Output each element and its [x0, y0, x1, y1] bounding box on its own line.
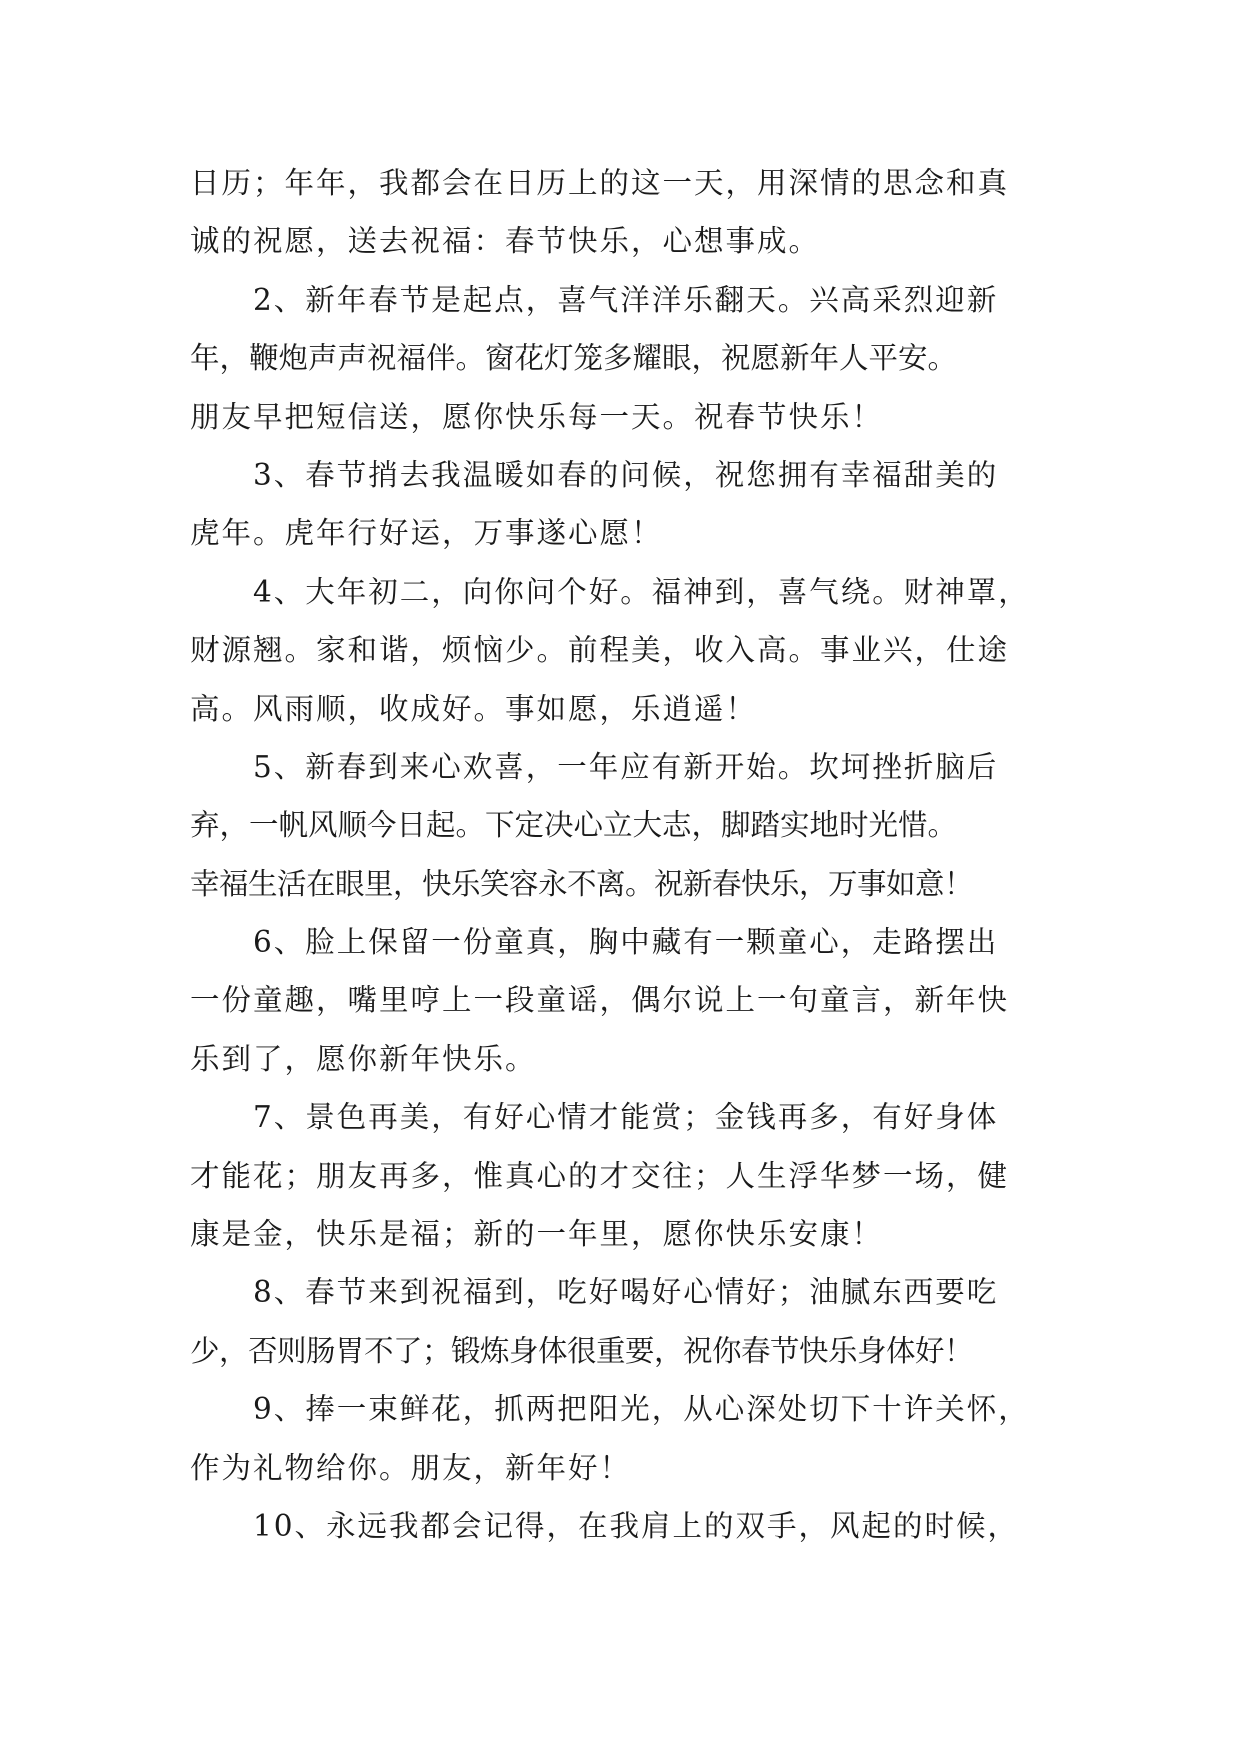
text-line: 财源翘。家和谐，烦恼少。前程美，收入高。事业兴，仕途 — [190, 633, 1010, 668]
paragraph-start-line: 3、春节捎去我温暖如春的问候，祝您拥有幸福甜美的 — [253, 457, 999, 492]
paragraph-start-line: 9、捧一束鲜花，抓两把阳光，从心深处切下十许关怀， — [253, 1392, 1030, 1427]
text-line: 幸福生活在眼里，快乐笑容永不离。祝新春快乐，万事如意！ — [190, 866, 974, 901]
paragraph-start-line: 5、新春到来心欢喜，一年应有新开始。坎坷挫折脑后 — [253, 749, 999, 784]
text-line: 才能花；朋友再多，惟真心的才交往；人生浮华梦一场，健 — [190, 1158, 1010, 1193]
text-line: 作为礼物给你。朋友，新年好！ — [190, 1450, 632, 1485]
text-line: 日历；年年，我都会在日历上的这一天，用深情的思念和真 — [190, 166, 1010, 200]
paragraph-start-line: 10、永远我都会记得，在我肩上的双手，风起的时候， — [253, 1508, 1020, 1543]
paragraph-start-line: 8、春节来到祝福到，吃好喝好心情好；油腻东西要吃 — [253, 1275, 999, 1310]
document-body — [190, 154, 1060, 1555]
text-line: 弃，一帆风顺今日起。下定决心立大志，脚踏实地时光惜。 — [190, 808, 958, 843]
paragraph-start-line: 4、大年初二，向你问个好。福神到，喜气绕。财神罩， — [253, 574, 1030, 609]
paragraph-start-line: 6、脸上保留一份童真，胸中藏有一颗童心，走路摆出 — [253, 925, 999, 960]
paragraph-start-line: 7、景色再美，有好心情才能赏；金钱再多，有好身体 — [253, 1100, 999, 1135]
text-line: 少，否则肠胃不了；锻炼身体很重要，祝你春节快乐身体好！ — [190, 1333, 974, 1368]
text-line: 诚的祝愿，送去祝福：春节快乐，心想事成。 — [190, 224, 821, 259]
text-line: 朋友早把短信送，愿你快乐每一天。祝春节快乐！ — [190, 399, 884, 434]
text-line: 一份童趣，嘴里哼上一段童谣，偶尔说上一句童言，新年快 — [190, 983, 1010, 1018]
text-line: 高。风雨顺，收成好。事如愿，乐逍遥！ — [190, 691, 758, 726]
text-line: 康是金，快乐是福；新的一年里，愿你快乐安康！ — [190, 1217, 884, 1252]
text-line: 虎年。虎年行好运，万事遂心愿！ — [190, 516, 663, 551]
text-line: 乐到了，愿你新年快乐。 — [190, 1041, 537, 1076]
text-line: 年，鞭炮声声祝福伴。窗花灯笼多耀眼，祝愿新年人平安。 — [190, 341, 958, 376]
paragraph-start-line: 2、新年春节是起点，喜气洋洋乐翻天。兴高采烈迎新 — [253, 282, 999, 317]
